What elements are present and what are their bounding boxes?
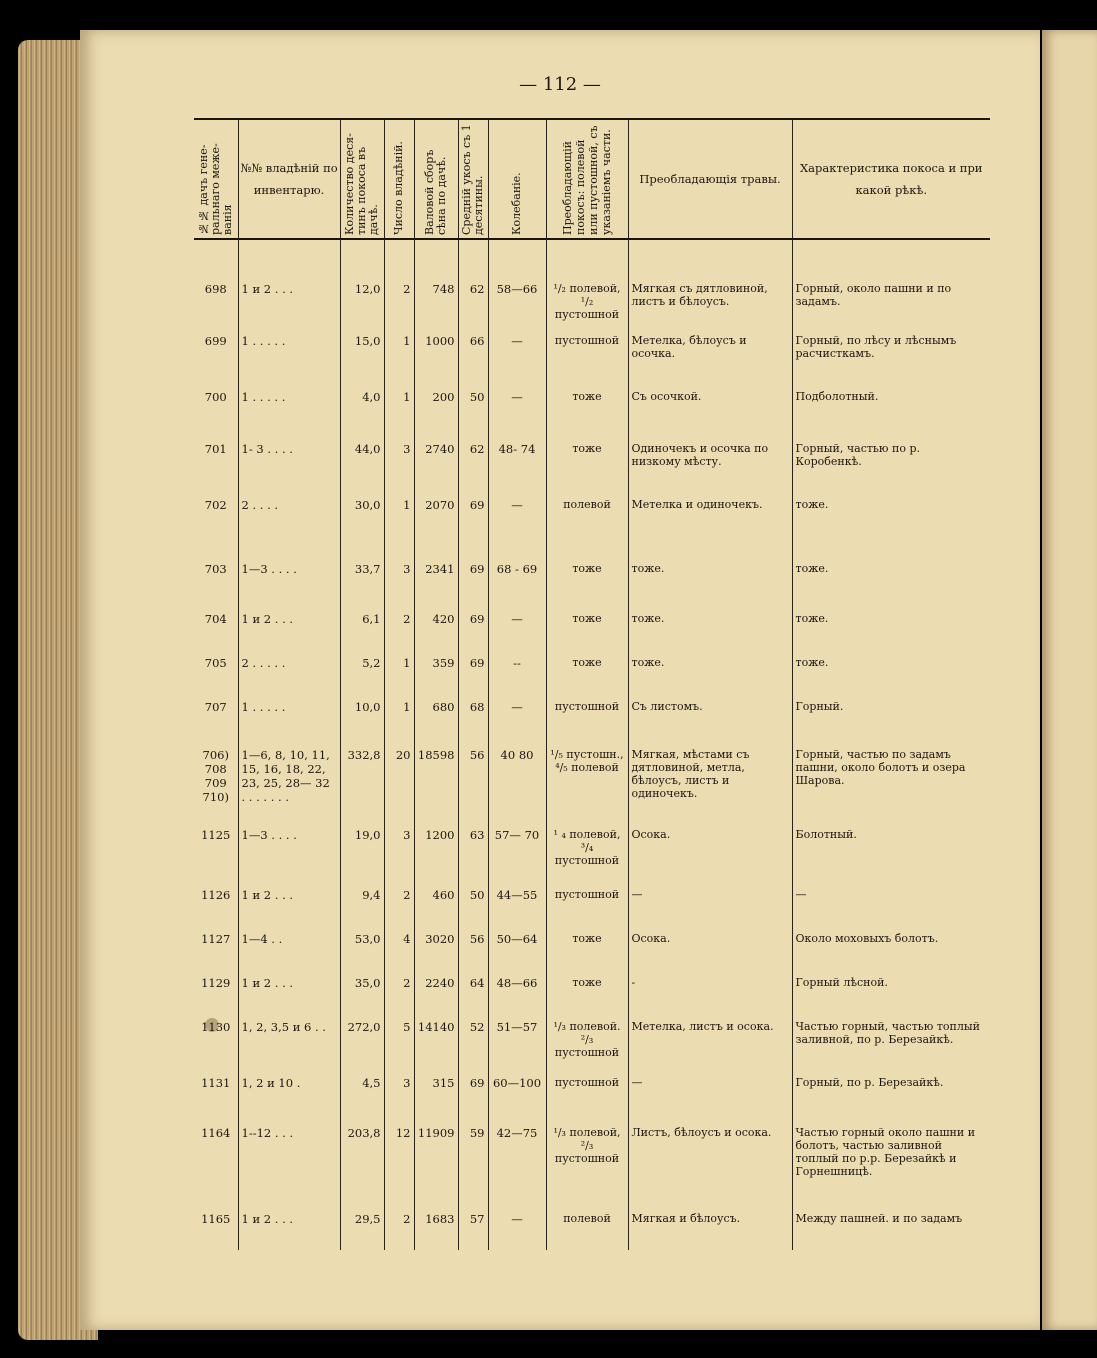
row-dacha: 1164 [201,1126,231,1140]
row-harakteristika: Частью горный около пашни и болотъ, частью заливной топлый по р.р. Березайкѣ и Горнешницѣ. [792,1124,990,1210]
row-chislo: 3 [384,440,414,496]
header-pokos: Преобладающій покосъ: полевой или пустошной, съ указаніемъ части. [546,119,628,239]
row-sbor: 200 [414,388,458,440]
table-row [194,610,990,654]
row-desyatin: 332,8 [340,746,384,826]
row-vladeniya: 1—3 . . . . [238,560,340,610]
row-pokos: ¹ ₄ полевой, ³/₄ пустошной [546,826,628,886]
spacer-cell [194,239,238,280]
row-travy: тоже. [628,654,792,698]
page-number: — 112 — [519,74,601,95]
row-kolebanie: 44—55 [488,886,546,930]
row-pokos: тоже [546,930,628,974]
header-kolebanie: Колебаніе. [488,119,546,239]
row-ukos: 69 [458,610,488,654]
spacer-cell [414,239,458,280]
row-desyatin: 29,5 [340,1210,384,1250]
row-ukos: 50 [458,886,488,930]
row-ukos: 69 [458,1074,488,1124]
row-sbor: 1683 [414,1210,458,1250]
row-kolebanie: 60—100 [488,1074,546,1124]
row-ukos: 50 [458,388,488,440]
row-pokos: пустошной [546,886,628,930]
row-ukos: 63 [458,826,488,886]
table-row [194,332,990,388]
row-dacha: 699 [204,334,227,348]
row-dacha: 698 [204,282,227,296]
table-row [194,826,990,886]
row-chislo: 3 [384,826,414,886]
row-kolebanie: — [488,1210,546,1250]
row-kolebanie: 42—75 [488,1124,546,1210]
table-row [194,974,990,1018]
table-row [194,930,990,974]
row-desyatin: 33,7 [340,560,384,610]
row-pokos: тоже [546,440,628,496]
row-vladeniya: 1- 3 . . . . [238,440,340,496]
header-vladeniy: №№ владѣній по инвентарю. [238,119,340,239]
row-harakteristika: Горный. [792,698,990,746]
row-chislo: 5 [384,1018,414,1074]
spacer-cell [238,239,340,280]
row-travy: Мягкая, мѣстами съ дятловиной, метла, бѣлоусъ, листъ и одиночекъ. [628,746,792,826]
row-vladeniya: 1 и 2 . . . [238,974,340,1018]
row-ukos: 64 [458,974,488,1018]
row-desyatin: 44,0 [340,440,384,496]
row-dacha: 1165 [201,1212,231,1226]
row-harakteristika: Между пашней. и по задамъ [792,1210,990,1250]
row-harakteristika: Горный, частью по р. Коробенкѣ. [792,440,990,496]
row-travy: Съ осочкой. [628,388,792,440]
row-ukos: 69 [458,654,488,698]
table-row [194,886,990,930]
row-ukos: 56 [458,746,488,826]
row-desyatin: 19,0 [340,826,384,886]
table-row [194,280,990,332]
table-row [194,388,990,440]
table-row [194,698,990,746]
row-dacha: 1130 [201,1020,231,1034]
row-pokos: ¹/₃ полевой. ²/₃ пустошной [546,1018,628,1074]
row-chislo: 1 [384,654,414,698]
row-kolebanie: 58—66 [488,280,546,332]
table-row [194,440,990,496]
header-desyatin: Количество деся-тинъ покоса въ дачѣ. [340,119,384,239]
row-harakteristika: тоже. [792,496,990,560]
spacer-cell [384,239,414,280]
row-vladeniya: 1 и 2 . . . [238,610,340,654]
row-vladeniya: 1 и 2 . . . [238,1210,340,1250]
header-ukos: Средній укосъ съ 1 десятины. [458,119,488,239]
row-kolebanie: -- [488,654,546,698]
row-pokos: тоже [546,610,628,654]
row-sbor: 1200 [414,826,458,886]
header-harakteristika: Характеристика покоса и при какой рѣкѣ. [792,119,990,239]
row-desyatin: 5,2 [340,654,384,698]
row-dacha: 705 [204,656,227,670]
row-harakteristika: Горный лѣсной. [792,974,990,1018]
row-desyatin: 6,1 [340,610,384,654]
row-harakteristika: — [792,886,990,930]
row-sbor: 18598 [414,746,458,826]
row-pokos: ¹/₅ пустошн., ⁴/₅ полевой [546,746,628,826]
row-sbor: 2740 [414,440,458,496]
row-desyatin: 4,0 [340,388,384,440]
row-pokos: пустошной [546,698,628,746]
row-desyatin: 12,0 [340,280,384,332]
row-vladeniya: 1, 2, 3,5 и 6 . . [238,1018,340,1074]
row-chislo: 20 [384,746,414,826]
row-travy: Осока. [628,930,792,974]
row-chislo: 2 [384,280,414,332]
row-desyatin: 15,0 [340,332,384,388]
header-sbor: Валовой сборъ сѣна по дачѣ. [414,119,458,239]
row-sbor: 2070 [414,496,458,560]
row-pokos: пустошной [546,332,628,388]
row-ukos: 56 [458,930,488,974]
row-harakteristika: Около моховыхъ болотъ. [792,930,990,974]
row-travy: тоже. [628,560,792,610]
spacer-cell [546,239,628,280]
row-desyatin: 10,0 [340,698,384,746]
row-harakteristika: Болотный. [792,826,990,886]
row-vladeniya: 1—6, 8, 10, 11, 15, 16, 18, 22, 23, 25, 28— 32 . . . . . . . [238,746,340,826]
row-sbor: 2240 [414,974,458,1018]
table-row [194,654,990,698]
row-chislo: 1 [384,388,414,440]
row-desyatin: 9,4 [340,886,384,930]
spacer-cell [458,239,488,280]
table-row [194,1018,990,1074]
row-harakteristika: Горный, по лѣсу и лѣснымъ расчисткамъ. [792,332,990,388]
row-dacha: 1127 [201,932,231,946]
row-sbor: 420 [414,610,458,654]
row-sbor: 14140 [414,1018,458,1074]
header-travy: Преобладающія травы. [628,119,792,239]
row-kolebanie: 57— 70 [488,826,546,886]
row-dacha: 706) 708 709 710) [202,748,229,804]
row-chislo: 3 [384,560,414,610]
row-travy: Мягкая и бѣлоусъ. [628,1210,792,1250]
row-pokos: тоже [546,654,628,698]
row-vladeniya: 2 . . . . . [238,654,340,698]
row-desyatin: 30,0 [340,496,384,560]
row-sbor: 359 [414,654,458,698]
row-travy: - [628,974,792,1018]
row-pokos: ¹/₃ полевой, ²/₃ пустошной [546,1124,628,1210]
row-dacha: 701 [204,442,227,456]
row-chislo: 3 [384,1074,414,1124]
table-row [194,1210,990,1250]
row-vladeniya: 1 и 2 . . . [238,280,340,332]
row-harakteristika: тоже. [792,654,990,698]
row-travy: Метелка и одиночекъ. [628,496,792,560]
row-harakteristika: Горный, по р. Березайкѣ. [792,1074,990,1124]
row-sbor: 11909 [414,1124,458,1210]
row-chislo: 1 [384,332,414,388]
spacer-cell [340,239,384,280]
row-kolebanie: 48—66 [488,974,546,1018]
row-dacha: 703 [204,562,227,576]
row-ukos: 69 [458,496,488,560]
row-travy: Метелка, бѣлоусъ и осочка. [628,332,792,388]
row-dacha: 704 [204,612,227,626]
row-ukos: 59 [458,1124,488,1210]
row-pokos: ¹/₂ полевой, ¹/₂ пустошной [546,280,628,332]
row-sbor: 315 [414,1074,458,1124]
row-desyatin: 53,0 [340,930,384,974]
row-pokos: полевой [546,1210,628,1250]
table-row [194,746,990,826]
row-kolebanie: 50—64 [488,930,546,974]
row-dacha: 700 [204,390,227,404]
row-vladeniya: 1—4 . . [238,930,340,974]
table-row [194,496,990,560]
spacer-row [194,239,990,280]
row-harakteristika: Подболотный. [792,388,990,440]
row-kolebanie: 51—57 [488,1018,546,1074]
row-travy: Метелка, листъ и осока. [628,1018,792,1074]
row-harakteristika: Частью горный, частью топлый заливной, по р. Березайкѣ. [792,1018,990,1074]
row-ukos: 52 [458,1018,488,1074]
row-vladeniya: 1 . . . . . [238,388,340,440]
row-chislo: 2 [384,974,414,1018]
row-chislo: 1 [384,496,414,560]
row-sbor: 460 [414,886,458,930]
next-page-edge [1042,30,1097,1330]
row-chislo: 2 [384,610,414,654]
row-travy: Съ листомъ. [628,698,792,746]
row-harakteristika: тоже. [792,610,990,654]
row-dacha: 1131 [201,1076,231,1090]
row-travy: Листъ, бѣлоусъ и осока. [628,1124,792,1210]
row-travy: тоже. [628,610,792,654]
row-pokos: тоже [546,560,628,610]
row-travy: Одиночекъ и осочка по низкому мѣсту. [628,440,792,496]
header-chislo: Число владѣній. [384,119,414,239]
row-kolebanie: — [488,332,546,388]
row-vladeniya: 1 и 2 . . . [238,886,340,930]
row-kolebanie: — [488,388,546,440]
row-chislo: 2 [384,886,414,930]
page [80,30,1040,1330]
row-kolebanie: — [488,496,546,560]
row-vladeniya: 2 . . . . [238,496,340,560]
row-dacha: 1125 [201,828,231,842]
row-harakteristika: Горный, частью по задамъ пашни, около болотъ и озера Шарова. [792,746,990,826]
spacer-cell [792,239,990,280]
spacer-cell [488,239,546,280]
row-vladeniya: 1--12 . . . [238,1124,340,1210]
row-sbor: 748 [414,280,458,332]
table-row [194,1124,990,1210]
row-dacha: 1129 [201,976,231,990]
row-vladeniya: 1—3 . . . . [238,826,340,886]
row-kolebanie: 68 - 69 [488,560,546,610]
row-vladeniya: 1 . . . . . [238,698,340,746]
hay-table [194,118,990,1250]
table-header-row [194,119,990,239]
row-chislo: 4 [384,930,414,974]
row-kolebanie: 40 80 [488,746,546,826]
row-pokos: тоже [546,974,628,1018]
row-pokos: тоже [546,388,628,440]
row-pokos: полевой [546,496,628,560]
row-vladeniya: 1, 2 и 10 . [238,1074,340,1124]
row-harakteristika: Горный, около пашни и по задамъ. [792,280,990,332]
row-kolebanie: — [488,610,546,654]
row-ukos: 69 [458,560,488,610]
row-harakteristika: тоже. [792,560,990,610]
row-ukos: 66 [458,332,488,388]
table-row [194,1074,990,1124]
row-travy: — [628,886,792,930]
row-desyatin: 35,0 [340,974,384,1018]
row-kolebanie: — [488,698,546,746]
row-sbor: 1000 [414,332,458,388]
row-pokos: пустошной [546,1074,628,1124]
row-travy: Мягкая съ дятловиной, листъ и бѣлоусъ. [628,280,792,332]
header-dacha: №№ дачъ гене-ральнаго меже-ванія [194,119,238,239]
row-travy: Осока. [628,826,792,886]
row-dacha: 707 [204,700,227,714]
row-dacha: 1126 [201,888,231,902]
spacer-cell [628,239,792,280]
row-desyatin: 203,8 [340,1124,384,1210]
row-sbor: 3020 [414,930,458,974]
row-kolebanie: 48- 74 [488,440,546,496]
row-desyatin: 4,5 [340,1074,384,1124]
row-ukos: 57 [458,1210,488,1250]
row-chislo: 1 [384,698,414,746]
row-sbor: 2341 [414,560,458,610]
row-desyatin: 272,0 [340,1018,384,1074]
row-travy: — [628,1074,792,1124]
row-dacha: 702 [204,498,227,512]
row-chislo: 12 [384,1124,414,1210]
table-row [194,560,990,610]
row-ukos: 62 [458,280,488,332]
row-ukos: 68 [458,698,488,746]
row-chislo: 2 [384,1210,414,1250]
row-ukos: 62 [458,440,488,496]
row-sbor: 680 [414,698,458,746]
row-vladeniya: 1 . . . . . [238,332,340,388]
